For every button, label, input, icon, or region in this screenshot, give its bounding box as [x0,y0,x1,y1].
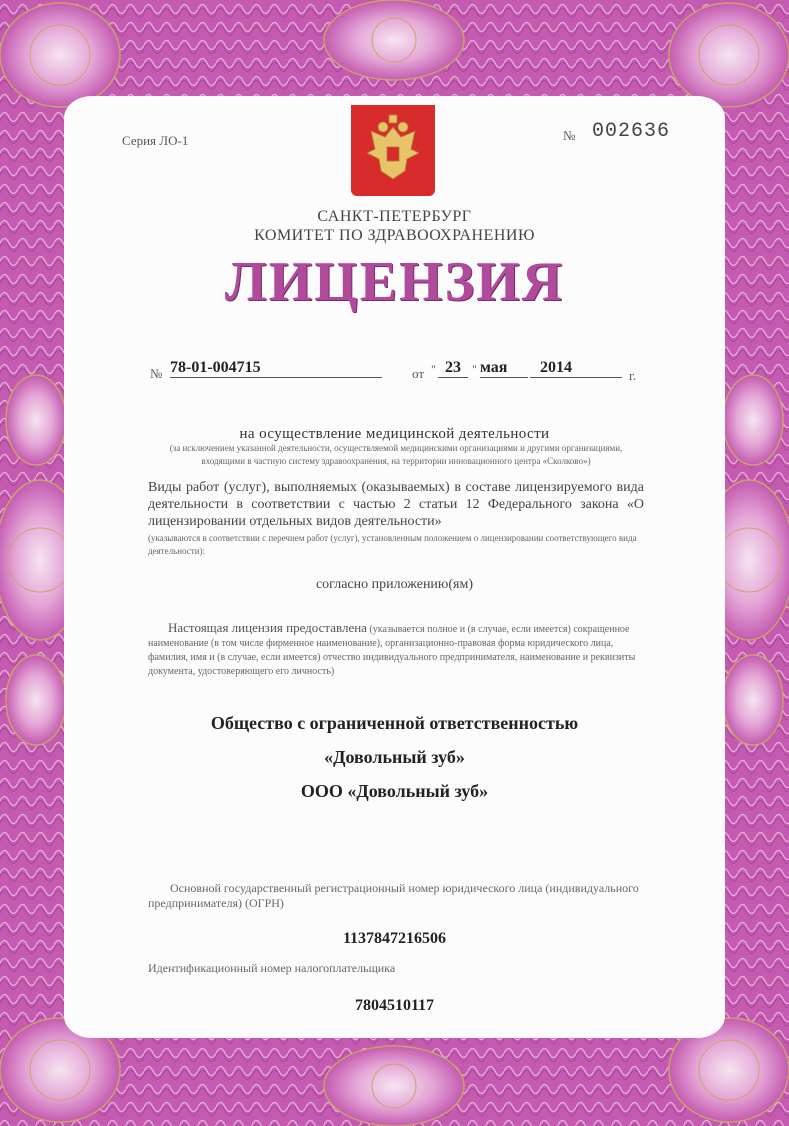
series-label: Серия ЛО-1 [122,133,189,148]
inn-value: 7804510117 [354,997,435,1014]
ogrn-value: 1137847216506 [342,930,447,947]
license-number-prefix: № [150,366,163,381]
issuer-city: САНКТ-ПЕТЕРБУРГ [317,208,472,225]
day-open-quote: " [431,362,436,376]
license-year: 2014 [530,359,622,378]
org-short-name: ООО «Довольный зуб» [300,781,489,801]
date-prefix: от [412,366,425,381]
blank-number-prefix: № [563,128,576,143]
blank-number: 002636 [592,120,671,143]
issuer-committee: КОМИТЕТ ПО ЗДРАВООХРАНЕНИЮ [254,227,535,244]
activity-title: на осуществление медицинской деятельности [239,426,550,442]
document-title: ЛИЦЕНЗИЯ [224,251,565,313]
org-brand-name: «Довольный зуб» [324,747,465,767]
license-number: 78-01-004715 [170,359,382,378]
activity-note: (за исключением указанной деятельности, осуществляемой медицинскими организациями и другими организациями, входящими в частную систему здравоохранения, на территории инновационного центра «Сколково») [169,443,623,466]
license-month: мая [480,359,528,378]
license-day: 23 [438,359,468,378]
year-suffix: г. [629,368,637,383]
russian-coat-of-arms-icon [351,105,435,196]
ogrn-label: Основной государственный регистрационный номер юридического лица (индивидуального предпринимателя) (ОГРН) [148,881,639,910]
granted-note: (указывается полное и (в случае, если имеется) сокращенное наименование (в том числе фирменное наименование), организационно-правовая форма юридического лица, фамилия, имя и (в случае, если имеется) отчество индивидуального предпринимателя, наименование и реквизиты документа, удостоверяющего его личность) [148,624,636,677]
works-text: Виды работ (услуг), выполняемых (оказываемых) в составе лицензируемого вида деятельности в соответствии с частью 2 статьи 12 Федерального закона «О лицензировании отдельных видов деятельности» [148,480,644,529]
granted-block [148,621,644,679]
day-close-quote: " [472,362,477,376]
annex-text: согласно приложению(ям) [315,577,474,592]
org-full-name: Общество с ограниченной ответственностью [210,713,579,733]
granted-lead: Настоящая лицензия предоставлена [168,620,367,635]
works-note: (указываются в соответствии с перечнем работ (услуг), установленным положением о лицензировании соответствующего вида деятельности): [148,533,637,556]
inn-label: Идентификационный номер налогоплательщика [148,961,396,975]
